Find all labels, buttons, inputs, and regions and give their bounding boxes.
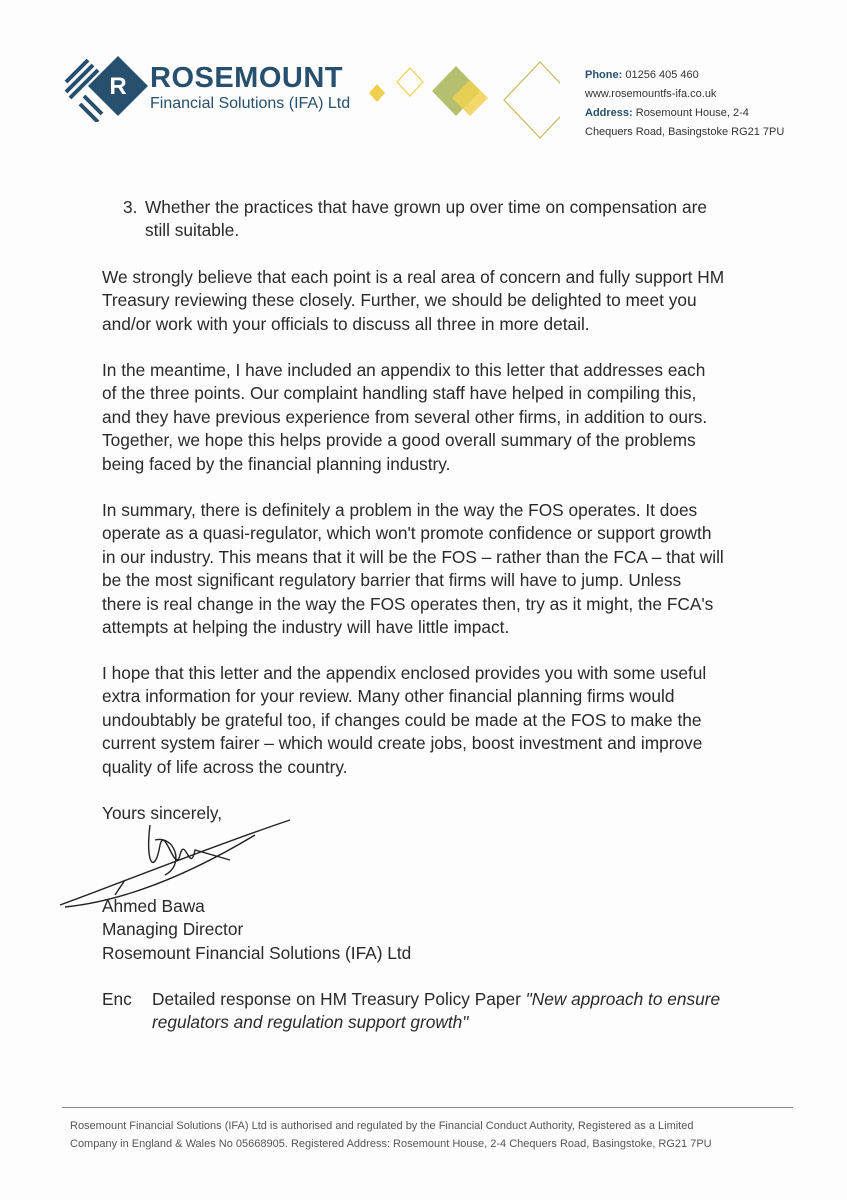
text-line: Whether the practices that have grown up over time on compensation are xyxy=(145,197,707,217)
paragraph xyxy=(102,359,707,476)
paragraph xyxy=(102,499,724,639)
text-line: operate as a quasi-regulator, which won't promote confidence or support growth xyxy=(102,523,712,544)
signature-block xyxy=(102,895,411,965)
text-line: undoubtably be grateful too, if changes could be made at the FOS to make the xyxy=(102,709,702,730)
text-line: attempts at helping the industry will have little impact. xyxy=(102,617,510,638)
phone: 01256 405 460 xyxy=(625,69,699,81)
text-line: and they have previous experience from several other firms, in addition to ours. xyxy=(102,406,708,427)
svg-text:R: R xyxy=(109,73,127,100)
text-line: current system fairer – which would create jobs, boost investment and improve xyxy=(102,733,703,754)
signer-name: Ahmed Bawa xyxy=(102,896,205,916)
text-line: in our industry. This means that it will be the FOS – rather than the FCA – that will xyxy=(102,546,724,567)
footer-divider xyxy=(62,1107,793,1108)
footer xyxy=(70,1117,712,1153)
text-line: In the meantime, I have included an appendix to this letter that addresses each xyxy=(102,360,706,380)
paragraph xyxy=(102,662,706,779)
enclosure-title: regulators and regulation support growth" xyxy=(152,1012,469,1033)
text-line: be the most significant regulatory barrier that firms will have to jump. Unless xyxy=(102,570,682,591)
enclosure-text: Detailed response on HM Treasury Policy Paper xyxy=(152,989,521,1009)
contact-block xyxy=(585,66,784,142)
text-line: We strongly believe that each point is a real area of concern and fully support HM xyxy=(102,267,725,287)
text-line: I hope that this letter and the appendix enclosed provides you with some useful xyxy=(102,663,707,683)
text-line: there is real change in the way the FOS operates then, try as it might, the FCA's xyxy=(102,593,714,614)
closing: Yours sincerely, xyxy=(102,803,223,823)
address-line2: Chequers Road, Basingstoke RG21 7PU xyxy=(585,126,785,138)
text-line: still suitable. xyxy=(145,220,240,241)
footer-line: Rosemount Financial Solutions (IFA) Ltd is authorised and regulated by the Financial Conduct Authority, Registered as a Limited xyxy=(70,1120,694,1132)
enclosure-title: "New approach to ensure xyxy=(525,989,721,1009)
brand-name: ROSEMOUNT xyxy=(150,62,343,94)
text-line: Together, we hope this helps provide a good overall summary of the problems xyxy=(102,430,696,451)
paragraph xyxy=(102,266,724,336)
text-line: In summary, there is definitely a problem in the way the FOS operates. It does xyxy=(102,500,698,520)
list-number: 3. xyxy=(123,197,138,217)
brand-subtitle: Financial Solutions (IFA) Ltd xyxy=(150,95,351,112)
text-line: and/or work with your officials to discuss all three in more detail. xyxy=(102,313,590,334)
rosemount-logo-icon xyxy=(62,52,152,122)
text-line: being faced by the financial planning industry. xyxy=(102,453,451,474)
website-link[interactable]: www.rosemountfs-ifa.co.uk xyxy=(585,88,717,100)
signer-title: Managing Director xyxy=(102,919,244,940)
text-line: quality of life across the country. xyxy=(102,756,348,777)
decorative-diamonds-icon xyxy=(360,60,560,145)
text-line: extra information for your review. Many other financial planning firms would xyxy=(102,686,675,707)
enclosure-label: Enc xyxy=(102,989,132,1009)
text-line: of the three points. Our complaint handling staff have helped in compiling this, xyxy=(102,383,697,404)
list-item-3 xyxy=(145,196,707,243)
signer-company: Rosemount Financial Solutions (IFA) Ltd xyxy=(102,942,412,963)
text-line: Treasury reviewing these closely. Further, we should be delighted to meet you xyxy=(102,290,697,311)
footer-line: Company in England & Wales No 05668905. Registered Address: Rosemount House, 2-4 Chequers Road, Basingstoke, RG21 7PU xyxy=(70,1138,712,1150)
address-label: Address: xyxy=(585,107,633,119)
address-line1: Rosemount House, 2-4 xyxy=(635,107,749,119)
phone-label: Phone: xyxy=(585,69,623,81)
enclosure xyxy=(152,988,720,1035)
